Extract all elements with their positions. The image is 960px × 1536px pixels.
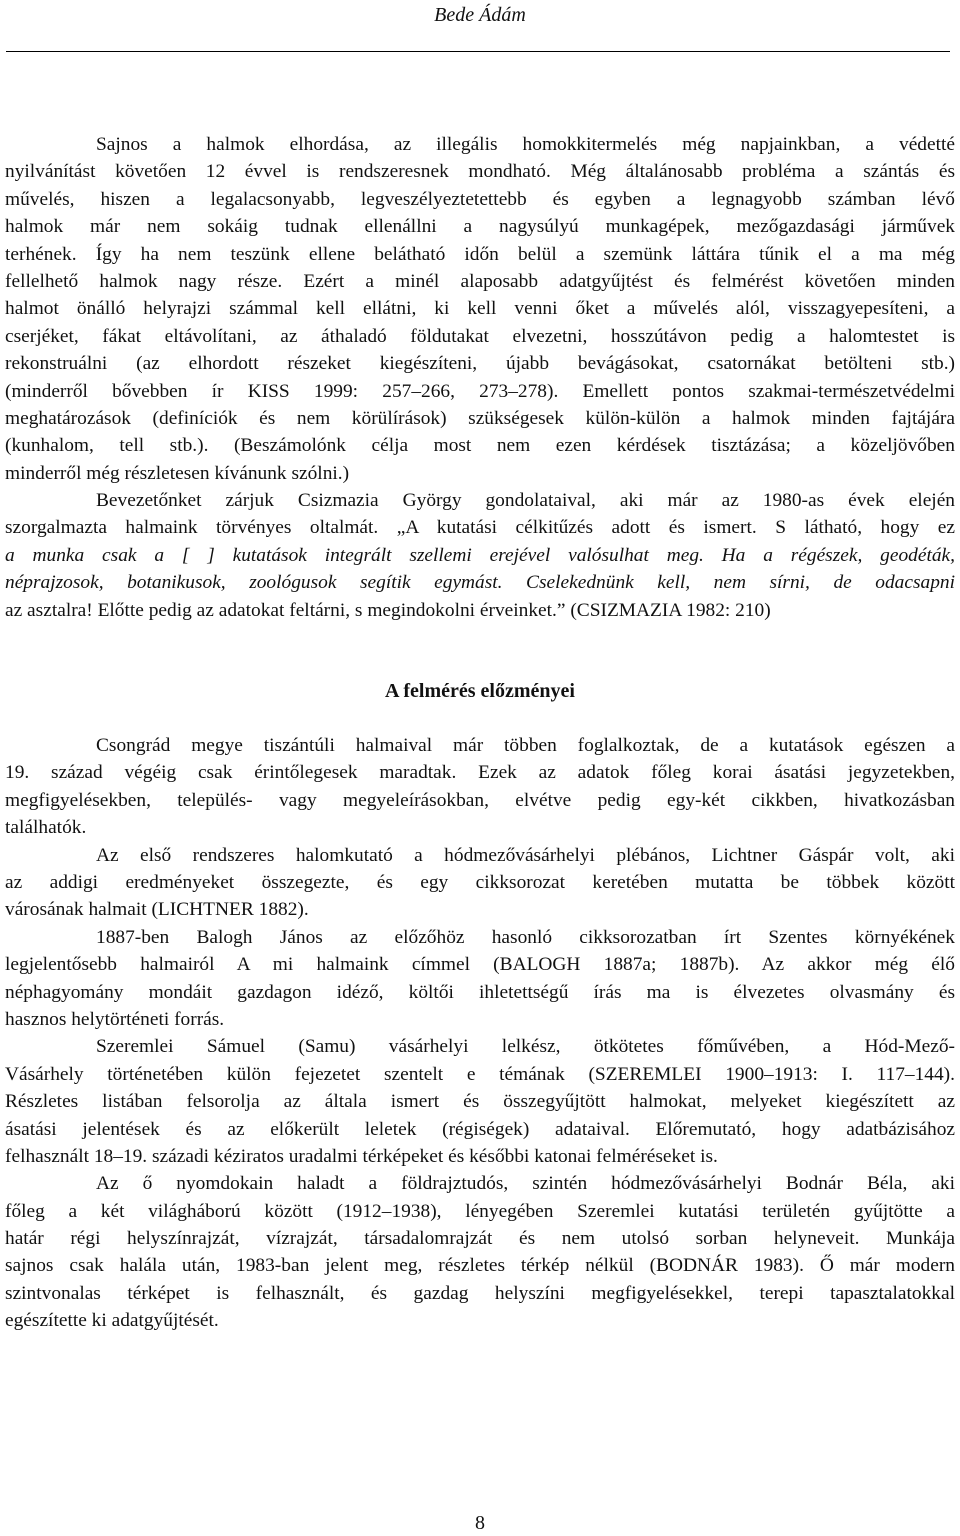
page-number: 8 (475, 1512, 485, 1534)
text-line: a munka csak a [ ] kutatások integrált szellemi erejével valósulhat meg. Ha a régészek, geodéták, (5, 544, 955, 566)
text-line: Az első rendszeres halomkutató a hódmezővásárhelyi plébános, Lichtner Gáspár volt, aki (96, 844, 955, 866)
paragraph (5, 924, 955, 1034)
text-line: nyilvánítást követően 12 évvel is rendszeresnek mondható. Még általánosabb probléma a szántás és (5, 161, 955, 183)
text-line: legjelentősebb halmairól A mi halmaink címmel (BALOGH 1887a; 1887b). Az akkor még élő (5, 954, 955, 976)
text-line: szintvonalas térképet is felhasznált, és gazdag helyszíni megfigyelésekkel, terepi tapasztalatokkal (5, 1282, 955, 1304)
text-line: az addigi eredményeket összegezte, és egy cikksorozat keretében mutatta be többek között (5, 871, 955, 893)
header-rule (6, 51, 950, 52)
text-line: néphagyomány mondáit gazdagon idéző, költői ihletettségű írás ma is élvezetes olvasmány és (5, 981, 955, 1003)
text-line: terhének. Így ha nem teszünk ellene belátható időn belül a szemünk láttára tűnik el a ma még (5, 243, 955, 265)
paragraph (5, 487, 955, 624)
running-header: Bede Ádám (434, 4, 526, 26)
text-line: határ régi helyszínrajzát, vízrajzát, társadalomrajzát és nem utolsó sorban helyneveit. Munkája (5, 1228, 955, 1250)
text-line: művelés, hiszen a legalacsonyabb, legveszélyeztetettebb és egyben a legnagyobb számban lévő (5, 188, 955, 210)
paragraph (5, 131, 955, 487)
text-line: szorgalmazta halmaink törvényes oltalmát. „A kutatási célkitűzés adott és ismert. S látható, hogy ez (5, 517, 955, 539)
paragraph (5, 842, 955, 924)
text-line: 19. század végéig csak érintőlegesek maradtak. Ezek az adatok főleg korai ásatási jegyzetekben, (5, 762, 955, 784)
text-line: felhasznált 18–19. századi kéziratos uradalmi térképeket és későbbi katonai felméréseket is. (5, 1145, 718, 1167)
text-line: 1887-ben Balogh János az előzőhöz hasonló cikksorozatban írt Szentes környékének (96, 926, 955, 948)
text-line: halmot önálló helyrajzi számmal kell ellátni, ki kell venni őket a művelés alól, visszagyepesíteni, a (5, 298, 955, 320)
text-line: fellelhető halmok nagy része. Ezért a minél alaposabb adatgyűjtést és felmérést követően minden (5, 270, 955, 292)
text-line: meghatározások (definíciók és nem körülírások) szükségesek külön-külön a halmok minden fajtájára (5, 407, 955, 429)
text-line: Részletes listában felsorolja az általa ismert és összegyűjtött halmokat, melyeket kiegészített az (5, 1091, 955, 1113)
text-line: Csongrád megye tiszántúli halmaival már többen foglalkoztak, de a kutatások egészen a (96, 735, 955, 757)
text-line: városának halmait (LICHTNER 1882). (5, 899, 309, 921)
body-text (5, 131, 955, 1335)
section-gap (5, 624, 955, 678)
text-line: (minderről bővebben ír KISS 1999: 257–266, 273–278). Emellett pontos szakmai-természetvédelmi (5, 380, 955, 402)
paragraph (5, 1170, 955, 1334)
text-line: cserjéket, fákat eltávolítani, az áthaladó földutakat elvezetni, hosszútávon pedig a halomtestet is (5, 325, 955, 347)
text-line: halmok már nem sokáig tudnak ellenállni a nagysúlyú munkagépek, mezőgazdasági járművek (5, 216, 955, 238)
text-line: az asztalra! Előtte pedig az adatokat feltárni, s megindokolni érveinket.” (CSIZMAZIA 1982: 210) (5, 599, 771, 621)
text-line: találhatók. (5, 817, 87, 839)
paragraph (5, 1033, 955, 1170)
section-gap (5, 705, 955, 732)
text-line: megfigyelésekben, település- vagy megyeleírásokban, elvétve pedig egy-két cikkben, hivatkozásban (5, 789, 955, 811)
text-line: Az ő nyomdokain haladt a földrajztudós, szintén hódmezővásárhelyi Bodnár Béla, aki (96, 1173, 955, 1195)
paragraph (5, 732, 955, 842)
text-line: (kunhalom, tell stb.). (Beszámolónk célja most nem ezen kérdések tisztázása; a közeljövőben (5, 435, 955, 457)
text-line: Szeremlei Sámuel (Samu) vásárhelyi lelkész, ötkötetes főművében, a Hód-Mező- (96, 1036, 955, 1058)
text-line: ásatási jelentések és az előkerült leletek (régiségek) adataival. Előremutató, hogy adatbázisához (5, 1118, 955, 1140)
text-line: rekonstruálni (az elhordott részeket kiegészíteni, újabb bevágásokat, csatornákat betölteni stb.) (5, 353, 955, 375)
text-line: sajnos csak halála után, 1983-ban jelent meg, részletes térkép nélkül (BODNÁR 1983). Ő már modern (5, 1255, 955, 1277)
text-line: minderről még részletesen kívánunk szólni.) (5, 462, 350, 484)
text-line: Bevezetőnket zárjuk Csizmazia György gondolataival, aki már az 1980-as évek elején (96, 490, 955, 512)
text-line: hasznos helytörténeti forrás. (5, 1008, 225, 1030)
text-line: Vásárhely történetében külön fejezetet szentelt e témának (SZEREMLEI 1900–1913: I. 117–144). (5, 1063, 955, 1085)
section-heading: A felmérés előzményei (385, 680, 575, 703)
text-line: néprajzosok, botanikusok, zoológusok segítik egymást. Cselekednünk kell, nem sírni, de odacsapni (5, 572, 955, 594)
text-line: Sajnos a halmok elhordása, az illegális homokkitermelés még napjainkban, a védetté (96, 134, 955, 155)
text-line: egészítette ki adatgyűjtését. (5, 1310, 219, 1332)
text-line: főleg a két világháború között (1912–1938), lényegében Szeremlei kutatási területén gyűjtötte a (5, 1200, 955, 1222)
